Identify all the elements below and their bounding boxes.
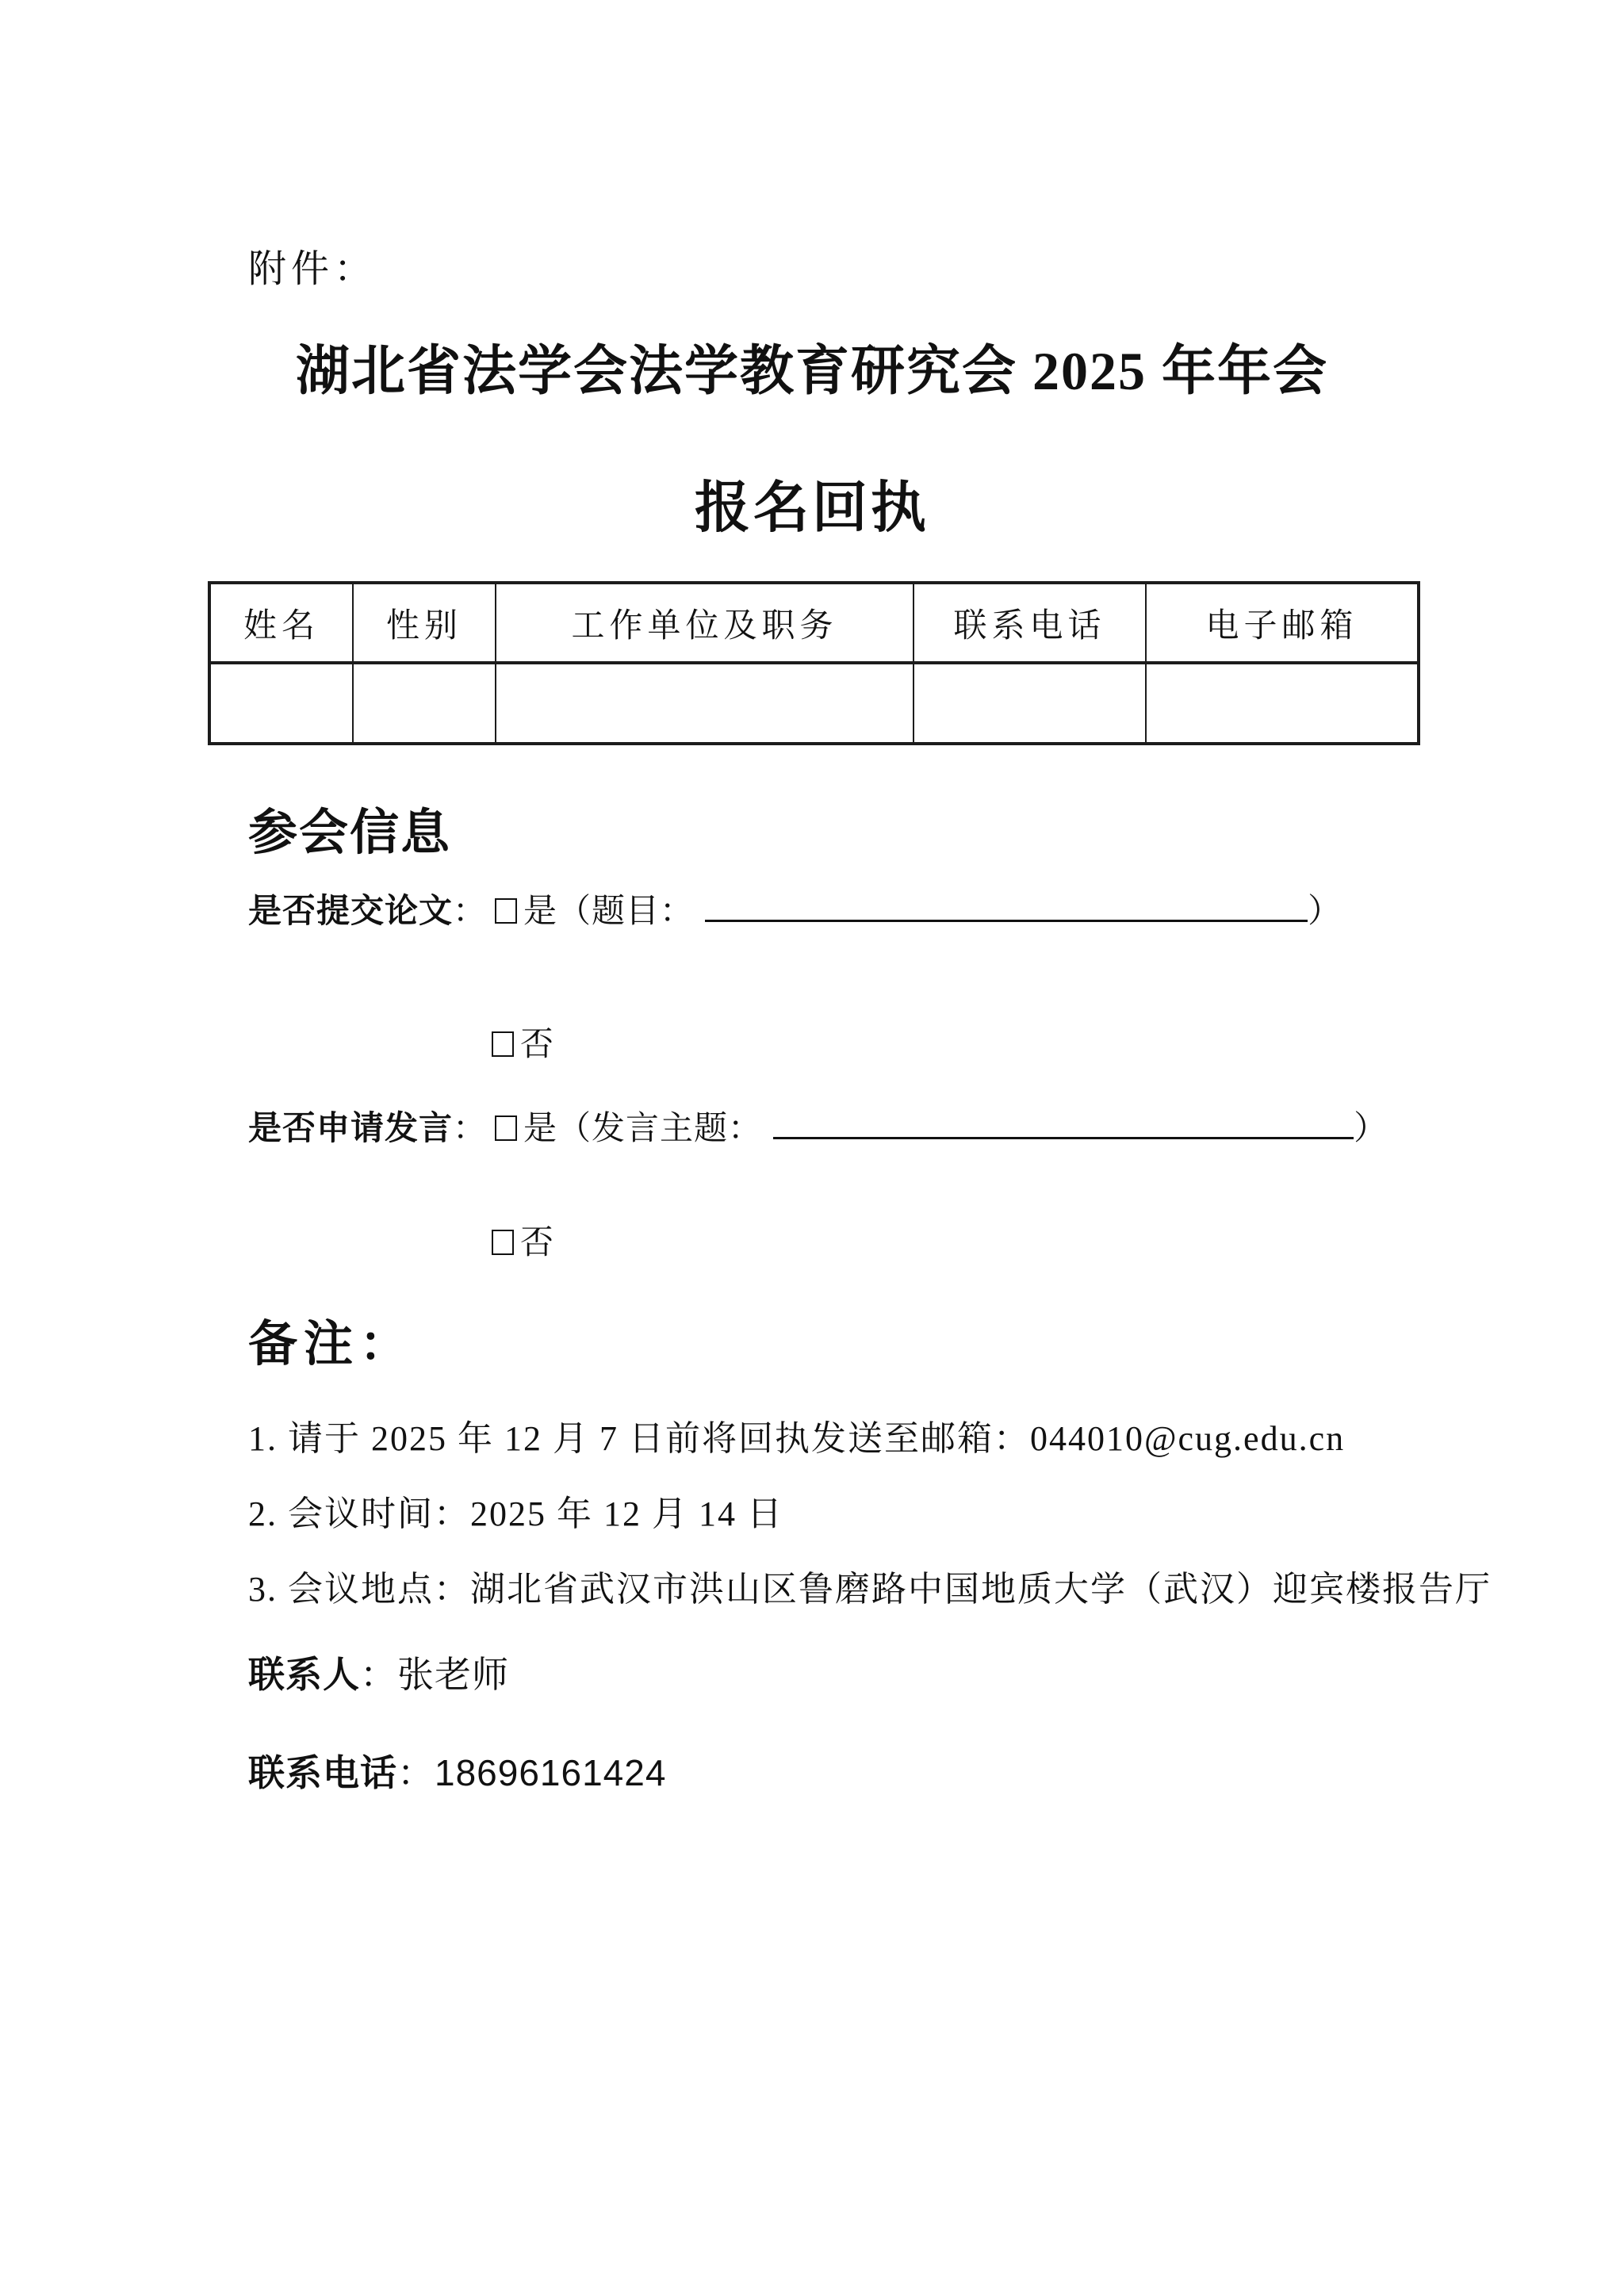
speech-yes-checkbox[interactable]	[495, 1115, 517, 1141]
table-cell-workunit-empty[interactable]	[496, 663, 914, 744]
table-cell-phone-empty[interactable]	[914, 663, 1146, 744]
table-row	[209, 663, 1419, 744]
contact-phone-colon: ：	[397, 1752, 435, 1793]
table-header-email: 电子邮箱	[1146, 583, 1419, 663]
speech-request-label: 是否申请发言	[248, 1109, 454, 1146]
paper-yes-checkbox[interactable]	[495, 898, 517, 924]
table-header-name: 姓名	[209, 583, 353, 663]
speech-topic-prefix: （发言主题：	[557, 1109, 763, 1146]
speech-yes-label: 是	[523, 1109, 558, 1146]
speech-topic-blank[interactable]	[773, 1110, 1354, 1139]
paper-no-checkbox[interactable]	[492, 1031, 514, 1057]
contact-person-colon: ：	[360, 1654, 397, 1695]
speech-request-line	[248, 1102, 1388, 1150]
table-cell-gender-empty[interactable]	[353, 663, 496, 744]
paper-close-paren: ）	[1308, 892, 1342, 929]
table-header-row	[209, 583, 1419, 663]
contact-person-label: 联系人	[248, 1654, 360, 1695]
speech-close-paren: ）	[1354, 1109, 1388, 1146]
paper-no-label: 否	[520, 1025, 555, 1062]
table-header-phone: 联系电话	[914, 583, 1146, 663]
speech-no-label: 否	[520, 1223, 555, 1261]
document-title-line2: 报名回执	[695, 478, 929, 539]
remark-item-deadline: 1. 请于 2025 年 12 月 7 日前将回执发送至邮箱：044010@cug.edu.cn	[248, 1419, 1346, 1458]
remark-item-meeting-time: 2. 会议时间：2025 年 12 月 14 日	[248, 1494, 783, 1533]
table-header-gender: 性别	[353, 583, 496, 663]
remarks-heading: 备注：	[248, 1318, 416, 1372]
contact-person-value: 张老师	[397, 1654, 509, 1695]
table-cell-name-empty[interactable]	[209, 663, 353, 744]
paper-submission-line	[248, 885, 1342, 932]
contact-phone-line	[248, 1744, 666, 1797]
registration-table	[208, 581, 1420, 745]
paper-submission-label: 是否提交论文	[248, 892, 454, 929]
paper-submission-colon: ：	[453, 892, 488, 929]
contact-phone-label: 联系电话	[248, 1752, 397, 1793]
contact-phone-value: 18696161424	[435, 1752, 667, 1793]
participation-section-heading: 参会信息	[248, 806, 452, 860]
speech-request-colon: ：	[453, 1109, 488, 1146]
table-header-workunit: 工作单位及职务	[496, 583, 914, 663]
paper-yes-label: 是	[523, 892, 558, 929]
table-cell-email-empty[interactable]	[1146, 663, 1419, 744]
remark-item-meeting-place: 3. 会议地点：湖北省武汉市洪山区鲁磨路中国地质大学（武汉）迎宾楼报告厅	[248, 1570, 1492, 1609]
speech-no-checkbox[interactable]	[492, 1230, 514, 1255]
attachment-label: 附件：	[248, 248, 377, 290]
speech-no-option	[492, 1216, 554, 1264]
document-title-line1: 湖北省法学会法学教育研究会 2025 年年会	[295, 341, 1328, 401]
paper-no-option	[492, 1018, 554, 1066]
paper-title-blank[interactable]	[705, 893, 1308, 922]
contact-person-line	[248, 1646, 509, 1698]
paper-title-prefix: （题目：	[557, 892, 695, 929]
